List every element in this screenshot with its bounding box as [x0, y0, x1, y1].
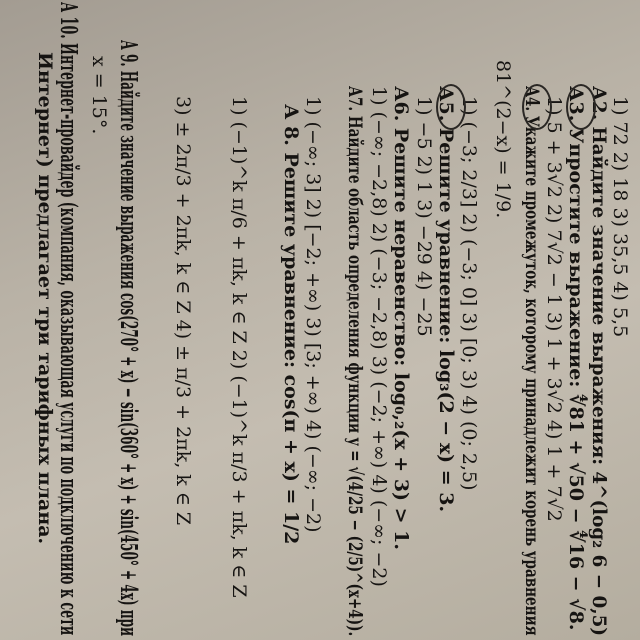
a4-equation: 81^(2−x) = 1/9.: [492, 60, 514, 219]
a8-answers-row-2: 3) ± 2π/3 + 2πk, k ∈ Z 4) ± π/3 + 2πk, k ∈ Z: [172, 96, 194, 526]
task-a2: А2. Найдите значение выражения: 4^(log₂ 6 − 0,5): [588, 86, 610, 637]
a4-answers: 1) (−3; 2/3] 2) (−3; 0] 3) [0; 3) 4) (0; 2,5): [458, 96, 480, 491]
task-a7: А7. Найдите область определения функции y = √(4/25 − (2/5)^(x+4)).: [344, 86, 366, 637]
a9-condition: x = 15°.: [88, 56, 110, 135]
task-a5: А5. Решите уравнение: log₃(2 − x) = 3.: [435, 86, 457, 513]
a3-answers: 1) 5 + 3√2 2) 7√2 − 1 3) 1 + 3√2 4) 1 + 7√2: [543, 96, 565, 522]
task-a3: А3. Упростите выражение: ∜81 + √50 − ∜16 − √8.: [565, 86, 587, 631]
task-a9: А 9. Найдите значение выражения cos(270° + x) − sin(360° + x) + sin(450° + 4x) при: [115, 40, 142, 637]
pen-circle-a3: [566, 84, 596, 130]
pen-circle-a5: [436, 84, 466, 130]
task-a8: А 8. Решите уравнение: cos(π + x) = 1/2: [280, 104, 302, 545]
a8-answers-row-1: 1) (−1)^k π/6 + πk, k ∈ Z 2) (−1)^k π/3 + πk, k ∈ Z: [228, 96, 250, 598]
task-a6: А6. Решите неравенство: log₀,₂(x + 3) > 1.: [390, 86, 412, 551]
task-a10-cont: Интернет) предлагает три тарифных плана.: [34, 52, 56, 545]
task-a4: А4. Укажите промежуток, которому принадлежит корень уравнения: [521, 86, 543, 636]
a6-answers: 1) (−∞; −2,8) 2) (−3; −2,8) 3) (−2; +∞) 4) (−∞; −2): [368, 86, 390, 587]
pen-circle-a4: [522, 84, 552, 130]
a1-answers: 1) 72 2) 18 3) 35,5 4) 5,5: [609, 96, 631, 338]
task-a10: А 10. Интернет-провайдер (компания, оказывающая услуги по подключению к сети: [55, 2, 82, 636]
a7-answers: 1) (−∞; 3] 2) [−2; +∞) 3) [3; +∞) 4) (−∞; −2): [302, 96, 324, 533]
a5-answers: 1) −5 2) 1 3) −29 4) −25: [413, 96, 435, 337]
